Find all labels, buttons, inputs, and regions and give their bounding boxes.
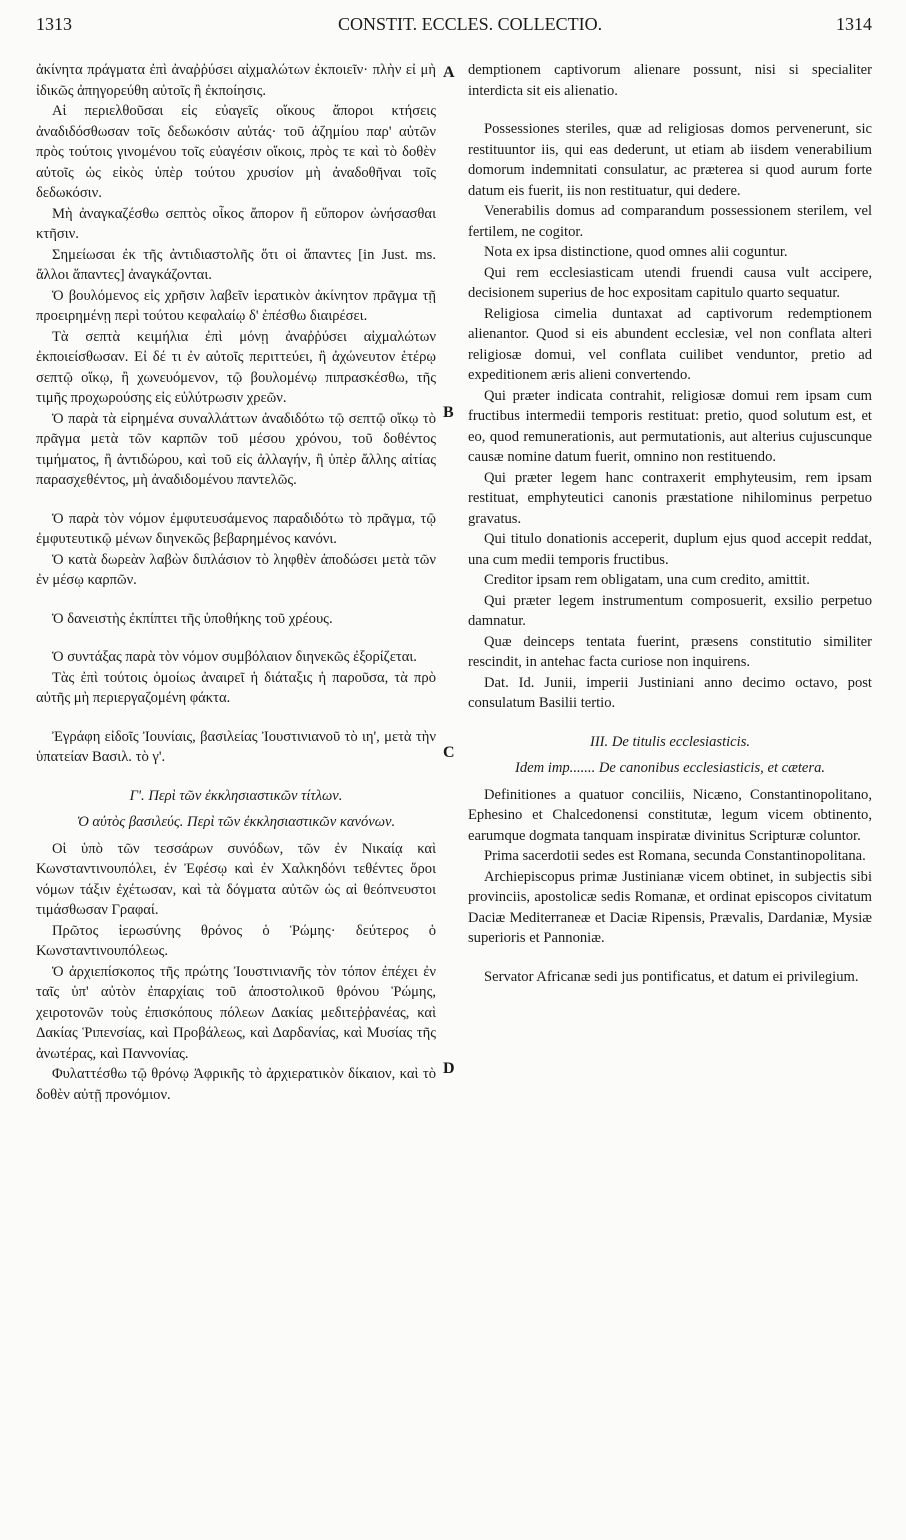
latin-paragraph: Qui præter indicata contrahit, religiosæ domui rem ipsam cum fructibus intermedii temporis restituat: pretio, quod solutum est, et eo, quod remunerationis, aut permutationis, aut alterius cujuscunque causæ nomine datum fuerit, omnino non restituendo. bbox=[468, 387, 872, 465]
page-header bbox=[36, 14, 872, 40]
latin-paragraph: Quæ deinceps tentata fuerint, præsens constitutio similiter rescindit, in antehac facta curiose non inquirens. bbox=[468, 633, 872, 670]
greek-paragraph: Τὰς ἐπὶ τούτοις ὁμοίως ἀναιρεῖ ἡ διάταξις ἡ παροῦσα, τὰ πρὸ αὐτῆς μὴ περιεργαζομένη φάκτα. bbox=[36, 669, 436, 706]
greek-paragraph: Ὁ παρὰ τὰ εἰρημένα συναλλάττων ἀναδιδότω τῷ σεπτῷ οἴκῳ τὸ πρᾶγμα μετὰ τῶν καρπῶν τοῦ μέσου χρόνου, τοῦ δοθέντος τιμήματος, ἢ ἀντιδώρου, καὶ τοῦ εἰς ἀλλαγήν, ἢ ὑπὲρ ἄλλης αἰτίας παρασχεθέντος, μὴ ἀναδιδομένου παντελῶς. bbox=[36, 410, 436, 488]
running-title: CONSTIT. ECCLES. COLLECTIO. bbox=[338, 14, 603, 34]
latin-paragraph: Dat. Id. Junii, imperii Justiniani anno decimo octavo, post consulatum Basilii tertio. bbox=[468, 674, 872, 711]
greek-paragraph: Οἱ ὑπὸ τῶν τεσσάρων συνόδων, τῶν ἐν Νικαίᾳ καὶ Κωνσταντινουπόλει, ἐν Ἐφέσῳ καὶ ἐν Χαλκηδόνι τεθέντες ὅροι νόμων τάξιν ἐχέτωσαν, καὶ τὰ δόγματα αὐτῶν ὡς αἱ θεόπνευστοι τιμάσθωσαν Γραφαί. bbox=[36, 840, 436, 918]
greek-paragraph: Αἱ περιελθοῦσαι εἰς εὐαγεῖς οἴκους ἄποροι κτήσεις ἀναδιδόσθωσαν τοῖς δεδωκόσιν αὐτάς· τοῦ ἀζημίου παρ' αὐτῶν πρὸς τούτοις γινομένου τοῖς εὐαγέσιν οἴκοις, πρὸς τε καὶ τὸ δοθὲν αὐτοῖς ὡς εἰκὸς ὑπὲρ τούτου χρυσίον μὴ ἀναδοθῆναι τοῖς δεδωκόσιν. bbox=[36, 103, 436, 201]
greek-section-subtitle: Ὁ αὐτὸς βασιλεύς. Περὶ τῶν ἐκκλησιαστικῶν κανόνων. bbox=[76, 814, 396, 830]
latin-paragraph: Creditor ipsam rem obligatam, una cum credito, amittit. bbox=[484, 572, 810, 588]
greek-paragraph: Ὁ παρὰ τὸν νόμον ἐμφυτευσάμενος παραδιδότω τὸ πρᾶγμα, τῷ ἐμφυτευτικῷ μένων διηνεκῶς βεβαρημένος κανόνι. bbox=[36, 510, 436, 547]
margin-marker-a: A bbox=[443, 64, 455, 81]
greek-paragraph: ἀκίνητα πράγματα ἐπὶ ἀναῤῥύσει αἰχμαλώτων ἐκποιεῖν· πλὴν εἰ μὴ ἰδικῶς ἀπηγορεύθη αὐτοῖς ἢ ἐκποίησις. bbox=[36, 62, 436, 99]
greek-paragraph: Μὴ ἀναγκαζέσθω σεπτὸς οἶκος ἄπορον ἢ εὔπορον ὠνήσασθαι κτῆσιν. bbox=[36, 205, 436, 242]
latin-paragraph: Qui titulo donationis acceperit, duplum ejus quod accepit reddat, una cum medii temporis fructibus. bbox=[468, 531, 872, 568]
latin-paragraph: Religiosa cimelia duntaxat ad captivorum redemptionem alienantor. Quod si eis abundent ecclesiæ, vel non conflata alteri religiosæ domui, vel conflata cuilibet venduntor, pretio ad expeditionem æris alieni convertendo. bbox=[468, 305, 872, 383]
margin-marker-d: D bbox=[443, 1060, 455, 1077]
latin-section-title: III. De titulis ecclesiasticis. bbox=[589, 733, 751, 750]
greek-column bbox=[36, 60, 436, 1105]
latin-paragraph: Prima sacerdotii sedes est Romana, secunda Constantinopolitana. bbox=[484, 848, 866, 864]
greek-paragraph: Σημείωσαι ἐκ τῆς ἀντιδιαστολῆς ὅτι οἱ ἅπαντες [in Just. ms. ἄλλοι ἅπαντες] ἀναγκάζονται. bbox=[36, 246, 436, 283]
latin-paragraph: Venerabilis domus ad comparandum possessionem sterilem, vel fertilem, ne cogitor. bbox=[468, 203, 872, 240]
greek-paragraph: Ὁ ἀρχιεπίσκοπος τῆς πρώτης Ἰουστινιανῆς τὸν τόπον ἐπέχει ἐν ταῖς ὑπ' αὐτὸν ἐπαρχίαις τοῦ ἀποστολικοῦ θρόνου Ῥώμης, χειροτονῶν τοὺς ἐπισκόπους πόλεων Δακίας μεδιτεῤῥανέας, καὶ Δακίας Ῥιπενσίας, καὶ Προβάλεως, καὶ Δαρδανίας, καὶ Μυσίας τῆς ἀνωτέρας, καὶ Παννονίας. bbox=[36, 963, 436, 1062]
latin-paragraph: Nota ex ipsa distinctione, quod omnes alii coguntur. bbox=[484, 244, 788, 260]
greek-paragraph: Ὁ κατὰ δωρεὰν λαβὼν διπλάσιον τὸ ληφθὲν ἀποδώσει μετὰ τῶν ἐν μέσῳ καρπῶν. bbox=[36, 551, 436, 588]
latin-paragraph: Qui præter legem instrumentum composuerit, exsilio perpetuo damnatur. bbox=[468, 592, 872, 629]
greek-section-title: Γ'. Περὶ τῶν ἐκκλησιαστικῶν τίτλων. bbox=[129, 787, 343, 804]
right-page-number: 1314 bbox=[836, 14, 872, 34]
greek-paragraph: Ὁ βουλόμενος εἰς χρῆσιν λαβεῖν ἱερατικὸν ἀκίνητον πρᾶγμα τῇ προειρημένῃ περὶ τούτου κεφαλαίῳ δ' ἑπέσθω διαιρέσει. bbox=[36, 287, 436, 324]
latin-column bbox=[468, 60, 872, 987]
latin-paragraph: demptionem captivorum alienare possunt, nisi si specialiter interdicta sit eis alienatio. bbox=[468, 62, 872, 99]
latin-section-subtitle: Idem imp....... De canonibus ecclesiasticis, et cætera. bbox=[514, 760, 826, 776]
greek-paragraph: Ὁ δανειστὴς ἐκπίπτει τῆς ὑποθήκης τοῦ χρέους. bbox=[52, 610, 333, 627]
latin-paragraph: Definitiones a quatuor conciliis, Nicæno, Constantinopolitano, Ephesino et Chalcedonensi constitutæ, legum vicem obtinento, earumque dogmata tanquam inspiratæ divinitus Scripturæ coluntor. bbox=[468, 786, 872, 844]
greek-paragraph: Πρῶτος ἱερωσύνης θρόνος ὁ Ῥώμης· δεύτερος ὁ Κωνσταντινουπόλεως. bbox=[36, 922, 436, 959]
latin-paragraph: Servator Africanæ sedi jus pontificatus, et datum ei privilegium. bbox=[484, 968, 859, 985]
latin-paragraph: Archiepiscopus primæ Justinianæ vicem obtinet, in subjectis sibi provinciis, apostolicæ sedis Romanæ, et ordinat episcopos civitatum Daciæ Mediterraneæ et Daciæ Ripensis, Prævalis, Dardaniæ, Mysiæ superioris et Pannoniæ. bbox=[468, 868, 872, 946]
greek-paragraph: Φυλαττέσθω τῷ θρόνῳ Ἀφρικῆς τὸ ἀρχιερατικὸν δίκαιον, καὶ τὸ δοθὲν αὐτῇ προνόμιον. bbox=[36, 1066, 436, 1103]
greek-paragraph: Ἐγράφη εἰδοῖς Ἰουνίαις, βασιλείας Ἰουστινιανοῦ τὸ ιη', μετὰ τὴν ὑπατείαν Βασιλ. τὸ γ'. bbox=[36, 728, 436, 765]
margin-marker-b: B bbox=[443, 404, 454, 421]
left-page-number: 1313 bbox=[36, 14, 72, 34]
latin-paragraph: Qui præter legem hanc contraxerit emphyteusim, rem ipsam restituat, emphyteutici canonis præstatione nihilominus perpetuo gravatus. bbox=[468, 469, 872, 527]
latin-paragraph: Qui rem ecclesiasticam utendi fruendi causa vult accipere, decisionem superius de hoc expositam capitulo quarto sequatur. bbox=[468, 264, 872, 301]
margin-marker-c: C bbox=[443, 744, 455, 761]
latin-paragraph: Possessiones steriles, quæ ad religiosas domos pervenerunt, sic restituuntor iis, qui eas dederunt, ut etiam ab iisdem venerabilium domorum indemnitati consulatur, ac præterea si quod aurum forte datum eis fuerit, iis non restituatur, qui dedere. bbox=[468, 121, 872, 199]
greek-paragraph: Ὁ συντάξας παρὰ τὸν νόμον συμβόλαιον διηνεκῶς ἐξορίζεται. bbox=[52, 649, 417, 665]
greek-paragraph: Τὰ σεπτὰ κειμήλια ἐπὶ μόνῃ ἀναῤῥύσει αἰχμαλώτων ἐκποιείσθωσαν. Εἰ δέ τι ἐν αὐτοῖς περιττεύει, ἢ ἀχώνευτον ἑτέρῳ σεπτῷ οἴκῳ, ἢ χωνευόμενον, τῷ βουλομένῳ πιπρασκέσθω, τῆς τιμῆς προχωρούσης εἰς εὐλύτρωσιν χρεῶν. bbox=[36, 328, 436, 406]
